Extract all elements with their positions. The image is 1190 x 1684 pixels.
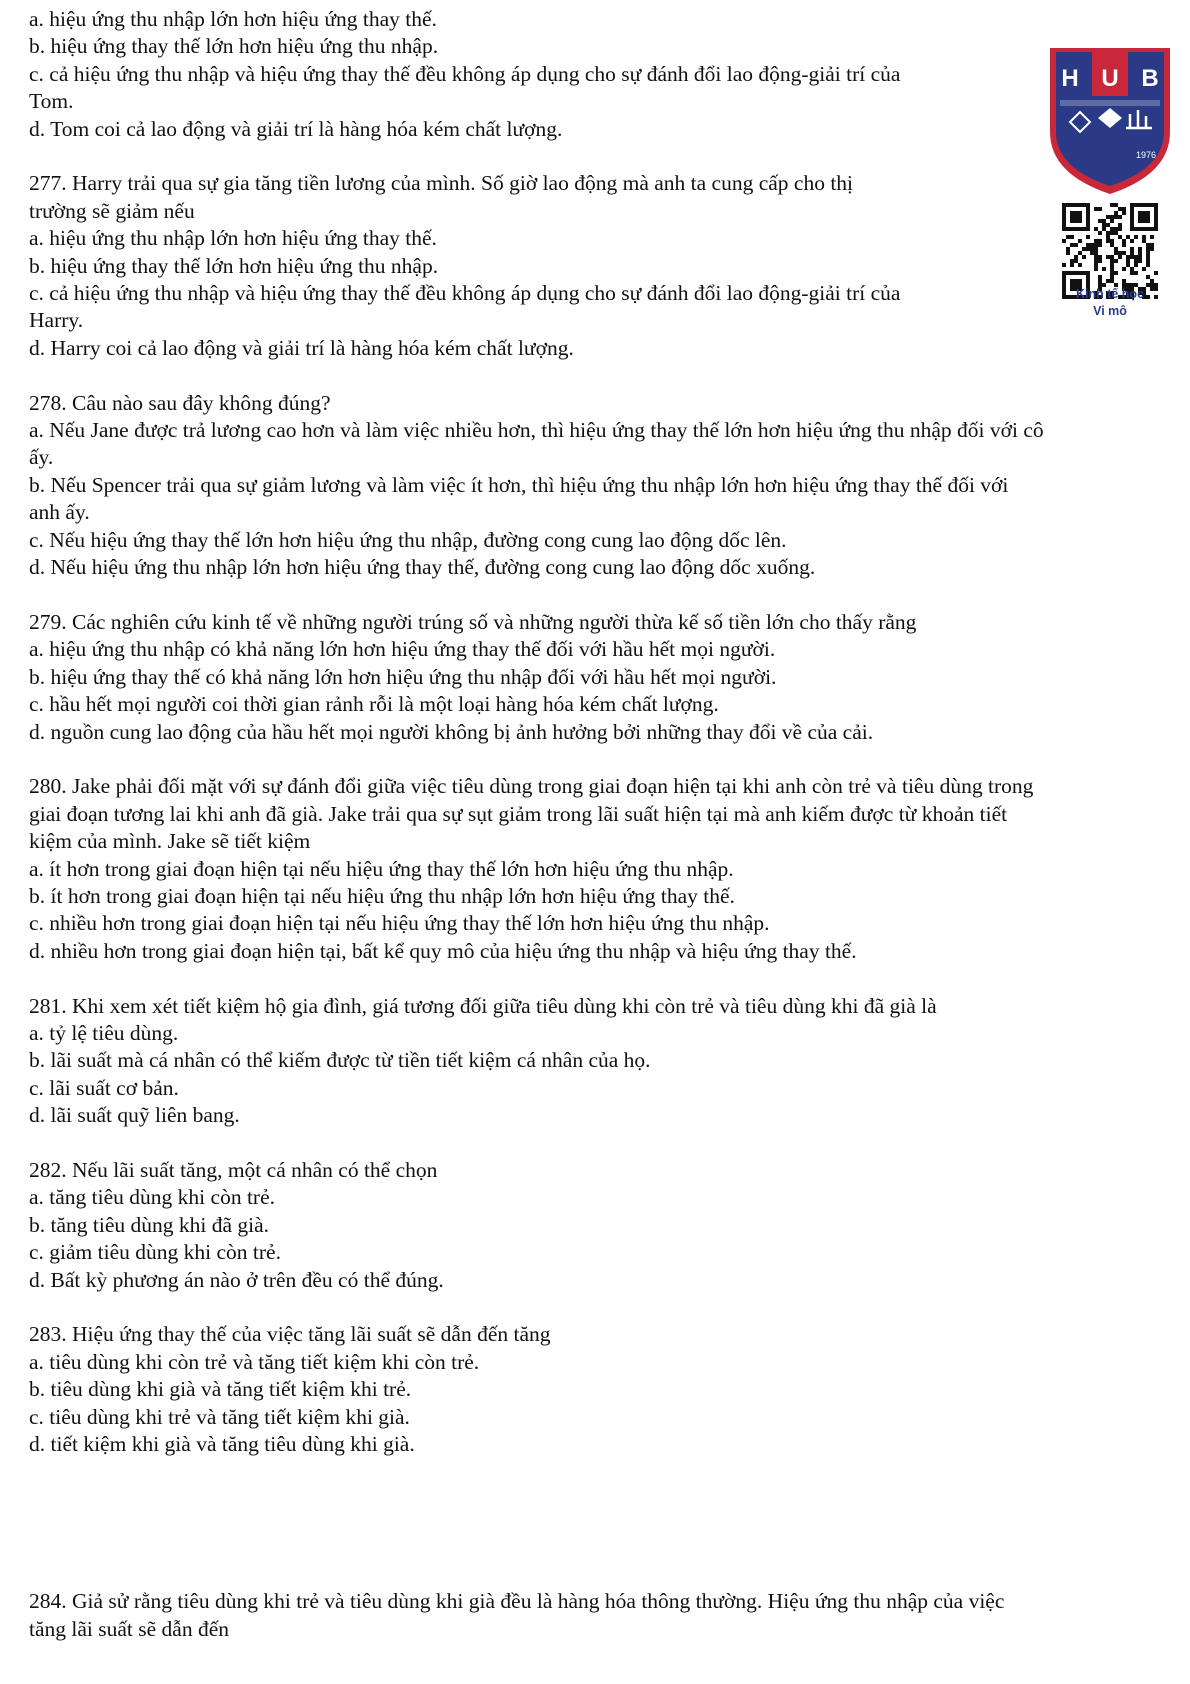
text-line: kiệm của mình. Jake sẽ tiết kiệm <box>29 829 311 854</box>
text-line: c. tiêu dùng khi trẻ và tăng tiết kiệm khi già. <box>29 1404 410 1429</box>
hub-logo-shield-icon <box>1046 46 1174 196</box>
text-line: 282. Nếu lãi suất tăng, một cá nhân có thể chọn <box>29 1157 438 1182</box>
text-line: 279. Các nghiên cứu kinh tế về những người trúng số và những người thừa kế số tiền lớn cho thấy rằng <box>29 609 917 634</box>
text-line: a. hiệu ứng thu nhập lớn hơn hiệu ứng thay thế. <box>29 226 437 251</box>
text-line: d. lãi suất quỹ liên bang. <box>29 1103 240 1128</box>
text-line: a. hiệu ứng thu nhập lớn hơn hiệu ứng thay thế. <box>29 7 437 31</box>
text-line: 278. Câu nào sau đây không đúng? <box>29 390 331 415</box>
badge-caption-line1: Kinh tế học <box>1075 287 1145 301</box>
text-line: d. Nếu hiệu ứng thu nhập lớn hơn hiệu ứng thay thế, đường cong cung lao động dốc xuống. <box>29 555 816 580</box>
badge-caption-line2: Vi mô <box>1093 304 1127 318</box>
question-block <box>29 993 1174 1130</box>
text-line: ấy. <box>29 445 54 470</box>
text-line: c. Nếu hiệu ứng thay thế lớn hơn hiệu ứng thu nhập, đường cong cung lao động dốc lên. <box>29 527 787 552</box>
text-line: a. hiệu ứng thu nhập có khả năng lớn hơn hiệu ứng thay thế đối với hầu hết mọi người. <box>29 637 776 662</box>
text-line: b. hiệu ứng thay thế có khả năng lớn hơn hiệu ứng thu nhập đối với hầu hết mọi người. <box>29 664 777 689</box>
text-line: c. hầu hết mọi người coi thời gian rảnh rỗi là một loại hàng hóa kém chất lượng. <box>29 692 719 717</box>
text-line: a. tăng tiêu dùng khi còn trẻ. <box>29 1185 275 1210</box>
text-line: 283. Hiệu ứng thay thế của việc tăng lãi suất sẽ dẫn đến tăng <box>29 1322 551 1347</box>
text-line: b. lãi suất mà cá nhân có thể kiếm được từ tiền tiết kiệm cá nhân của họ. <box>29 1048 651 1073</box>
text-line: b. ít hơn trong giai đoạn hiện tại nếu hiệu ứng thu nhập lớn hơn hiệu ứng thay thế. <box>29 883 735 908</box>
text-line: tăng lãi suất sẽ dẫn đến <box>29 1616 230 1641</box>
text-line: c. cả hiệu ứng thu nhập và hiệu ứng thay thế đều không áp dụng cho sự đánh đổi lao động-giải trí của <box>29 281 901 306</box>
text-line: 280. Jake phải đối mặt với sự đánh đổi giữa việc tiêu dùng trong giai đoạn hiện tại khi anh còn trẻ và tiêu dùng trong <box>29 774 1034 799</box>
qr-code-icon <box>1062 203 1158 299</box>
text-line: Tom. <box>29 89 74 114</box>
text-line: b. hiệu ứng thay thế lớn hơn hiệu ứng thu nhập. <box>29 34 439 59</box>
logo-letter-b: B <box>1141 65 1159 92</box>
logo-letter-h: H <box>1061 65 1079 92</box>
text-line: b. tiêu dùng khi già và tăng tiết kiệm khi trẻ. <box>29 1377 412 1402</box>
hub-badge <box>1046 46 1174 342</box>
text-line: b. Nếu Spencer trải qua sự giảm lương và làm việc ít hơn, thì hiệu ứng thu nhập lớn hơn hiệu ứng thay thế đối với <box>29 472 1009 497</box>
text-line: c. cả hiệu ứng thu nhập và hiệu ứng thay thế đều không áp dụng cho sự đánh đổi lao động-giải trí của <box>29 61 901 86</box>
text-line: 284. Giả sử rằng tiêu dùng khi trẻ và tiêu dùng khi già đều là hàng hóa thông thường. Hiệu ứng thu nhập của việc <box>29 1589 1005 1614</box>
text-line: d. Bất kỳ phương án nào ở trên đều có thể đúng. <box>29 1267 444 1292</box>
text-line: d. Harry coi cả lao động và giải trí là hàng hóa kém chất lượng. <box>29 335 574 360</box>
text-line: d. tiết kiệm khi già và tăng tiêu dùng khi già. <box>29 1432 415 1457</box>
text-line: b. tăng tiêu dùng khi đã già. <box>29 1212 270 1237</box>
text-line: c. lãi suất cơ bản. <box>29 1075 179 1100</box>
text-line: giai đoạn tương lai khi anh đã già. Jake trải qua sự sụt giảm trong lãi suất hiện tại mà anh kiếm được từ khoản tiết <box>29 801 1008 826</box>
question-block <box>29 1588 1174 1643</box>
text-line: 277. Harry trải qua sự gia tăng tiền lương của mình. Số giờ lao động mà anh ta cung cấp cho thị <box>29 171 854 196</box>
text-line: c. nhiều hơn trong giai đoạn hiện tại nếu hiệu ứng thay thế lớn hơn hiệu ứng thu nhập. <box>29 911 770 936</box>
question-block <box>29 1321 1174 1458</box>
text-line: d. Tom coi cả lao động và giải trí là hàng hóa kém chất lượng. <box>29 116 563 141</box>
logo-letter-u: U <box>1101 65 1119 92</box>
text-line: d. nhiều hơn trong giai đoạn hiện tại, bất kể quy mô của hiệu ứng thu nhập và hiệu ứng thay thế. <box>29 938 857 963</box>
text-line: a. Nếu Jane được trả lương cao hơn và làm việc nhiều hơn, thì hiệu ứng thay thế lớn hơn hiệu ứng thu nhập đối với cô <box>29 418 1044 443</box>
question-block <box>29 390 1174 582</box>
text-line: a. ít hơn trong giai đoạn hiện tại nếu hiệu ứng thay thế lớn hơn hiệu ứng thu nhập. <box>29 856 734 881</box>
text-line: a. tỷ lệ tiêu dùng. <box>29 1020 179 1045</box>
question-block <box>29 1157 1174 1294</box>
question-block <box>29 170 1174 362</box>
text-line: c. giảm tiêu dùng khi còn trẻ. <box>29 1240 281 1265</box>
text-line: Harry. <box>29 308 84 333</box>
text-line: d. nguồn cung lao động của hầu hết mọi người không bị ảnh hưởng bởi những thay đổi về của cải. <box>29 719 874 744</box>
text-line: a. tiêu dùng khi còn trẻ và tăng tiết kiệm khi còn trẻ. <box>29 1349 480 1374</box>
logo-year: 1976 <box>1135 150 1157 160</box>
text-line: trường sẽ giảm nếu <box>29 198 195 223</box>
text-line: anh ấy. <box>29 500 90 525</box>
text-line: 281. Khi xem xét tiết kiệm hộ gia đình, giá tương đối giữa tiêu dùng khi còn trẻ và tiêu dùng khi đã già là <box>29 993 937 1018</box>
question-block <box>29 609 1174 746</box>
question-block <box>29 773 1174 965</box>
question-block <box>29 6 1174 143</box>
document-body <box>29 6 1174 1671</box>
text-line: b. hiệu ứng thay thế lớn hơn hiệu ứng thu nhập. <box>29 253 439 278</box>
